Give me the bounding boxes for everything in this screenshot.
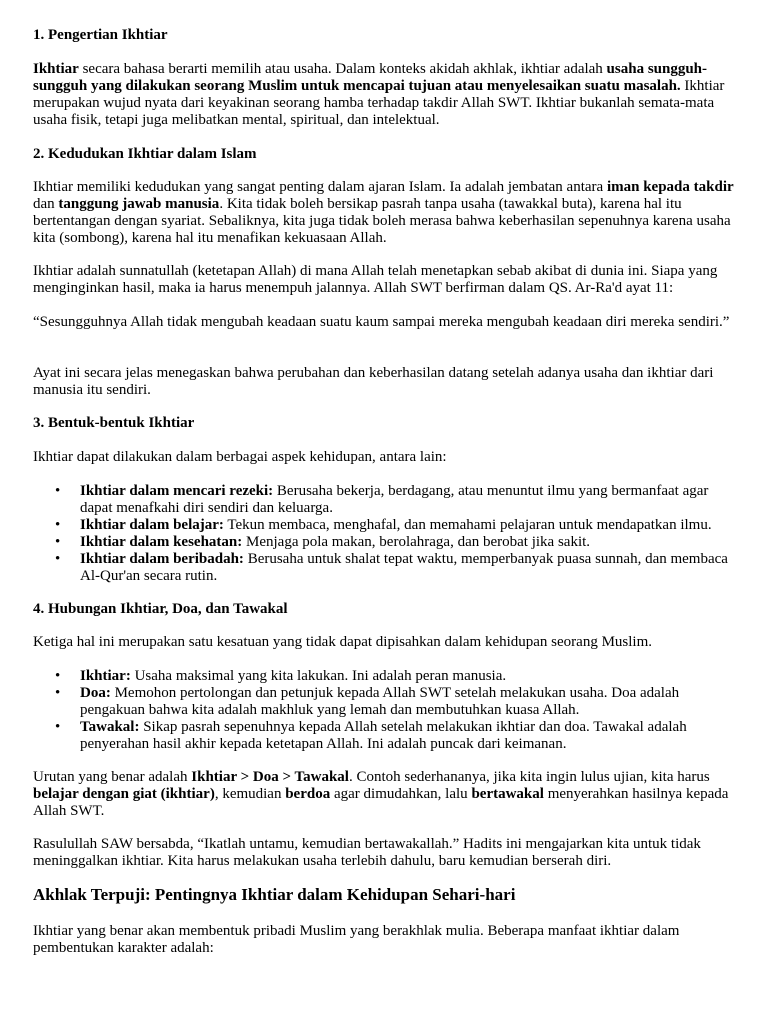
list-item-label: Tawakal: xyxy=(80,719,140,735)
list-item-text: Tekun membaca, menghafal, dan memahami pelajaran untuk mendapatkan ilmu. xyxy=(223,517,712,533)
section-4-intro: Ketiga hal ini merupakan satu kesatuan yang tidak dapat dipisahkan dalam kehidupan seorang Muslim. xyxy=(33,634,652,650)
section-5-paragraph: Ikhtiar yang benar akan membentuk pribadi Muslim yang berakhlak mulia. Beberapa manfaat ikhtiar dalam pembentukan karakter adalah: xyxy=(33,923,680,956)
section-4-list xyxy=(33,668,739,753)
list-item-text: Usaha maksimal yang kita lakukan. Ini adalah peran manusia. xyxy=(130,668,507,684)
bold-text-run: belajar dengan giat (ikhtiar) xyxy=(33,786,215,802)
list-item-label: Ikhtiar dalam kesehatan: xyxy=(80,534,243,550)
text-run: . Contoh sederhananya, jika kita ingin lulus ujian, kita harus xyxy=(348,769,710,785)
section-4-hadith-paragraph: Rasulullah SAW bersabda, “Ikatlah untamu, kemudian bertawakallah.” Hadits ini mengajarkan kita untuk tidak meninggalkan ikhtiar. Kita harus melakukan usaha terlebih dahulu, baru kemudian berserah diri. xyxy=(33,836,701,869)
list-item xyxy=(33,517,739,534)
text-run: Urutan yang benar adalah xyxy=(33,769,192,785)
section-4-order-paragraph xyxy=(33,769,739,820)
section-4-heading: 4. Hubungan Ikhtiar, Doa, dan Tawakal xyxy=(33,601,288,617)
text-run: agar dimudahkan, lalu xyxy=(330,786,472,802)
section-1-heading: 1. Pengertian Ikhtiar xyxy=(33,27,168,43)
list-item-text: Berusaha bekerja, berdagang, atau menuntut ilmu yang bermanfaat agar dapat menafkahi diri sendiri dan keluarga. xyxy=(80,483,709,516)
section-2-paragraph-2: Ikhtiar adalah sunnatullah (ketetapan Allah) di mana Allah telah menetapkan sebab akibat di dunia ini. Siapa yang menginginkan hasil, maka ia harus menempuh jalannya. Allah SWT berfirman dalam QS. Ar-Ra'd ayat 11: xyxy=(33,263,718,296)
list-item xyxy=(33,534,739,551)
bold-text-run: usaha sungguh-sungguh yang dilakukan seorang Muslim untuk mencapai tujuan atau menyelesaikan suatu masalah. xyxy=(33,61,708,94)
list-item xyxy=(33,551,739,585)
text-run: . Kita tidak boleh bersikap pasrah tanpa usaha (tawakkal buta), karena hal itu bertentangan dengan syariat. Sebaliknya, kita juga tidak boleh merasa bahwa keberhasilan sepenuhnya karena usaha kita (sombong), karena hal itu menafikan kekuasaan Allah. xyxy=(33,196,731,246)
section-2-paragraph-1 xyxy=(33,179,739,247)
bold-text-run: Ikhtiar > Doa > Tawakal xyxy=(191,769,349,785)
section-3-intro: Ikhtiar dapat dilakukan dalam berbagai aspek kehidupan, antara lain: xyxy=(33,449,447,465)
bold-text-run: tanggung jawab manusia xyxy=(58,196,220,212)
list-item xyxy=(33,668,739,685)
section-2-heading: 2. Kedudukan Ikhtiar dalam Islam xyxy=(33,146,257,162)
list-item-text: Berusaha untuk shalat tepat waktu, memperbanyak puasa sunnah, dan membaca Al-Qur'an secara rutin. xyxy=(80,551,728,584)
section-5-heading: Akhlak Terpuji: Pentingnya Ikhtiar dalam Kehidupan Sehari-hari xyxy=(33,885,516,904)
list-item-text: Memohon pertolongan dan petunjuk kepada Allah SWT setelah melakukan usaha. Doa adalah pengakuan bahwa kita adalah makhluk yang lemah dan membutuhkan kuasa Allah. xyxy=(80,685,680,718)
section-3-list xyxy=(33,483,739,585)
section-2-paragraph-3: Ayat ini secara jelas menegaskan bahwa perubahan dan keberhasilan datang setelah adanya usaha dan ikhtiar dari manusia itu sendiri. xyxy=(33,365,714,398)
list-item-text: Sikap pasrah sepenuhnya kepada Allah setelah melakukan ikhtiar dan doa. Tawakal adalah penyerahan hasil akhir kepada ketetapan Allah. Ini adalah puncak dari keimanan. xyxy=(80,719,687,752)
text-run: dan xyxy=(33,196,59,212)
list-item-label: Ikhtiar dalam beribadah: xyxy=(80,551,244,567)
bold-text-run: Ikhtiar xyxy=(33,61,79,77)
text-run: menyerahkan hasilnya kepada Allah SWT. xyxy=(33,786,729,819)
list-item xyxy=(33,719,739,753)
text-run: secara bahasa berarti memilih atau usaha. Dalam konteks akidah akhlak, ikhtiar adalah xyxy=(78,61,607,77)
list-item xyxy=(33,483,739,517)
bold-text-run: bertawakal xyxy=(471,786,544,802)
list-item-label: Ikhtiar: xyxy=(80,668,131,684)
list-item-text: Menjaga pola makan, berolahraga, dan berobat jika sakit. xyxy=(242,534,591,550)
list-item xyxy=(33,685,739,719)
text-run: Ikhtiar merupakan wujud nyata dari keyakinan seorang hamba terhadap takdir Allah SWT. Ikhtiar bukanlah semata-mata usaha fisik, tetapi juga melibatkan mental, spiritual, dan intelektual. xyxy=(33,78,725,128)
list-item-label: Doa: xyxy=(80,685,111,701)
bold-text-run: iman kepada takdir xyxy=(606,179,734,195)
list-item-label: Ikhtiar dalam belajar: xyxy=(80,517,224,533)
section-1-paragraph xyxy=(33,61,739,129)
section-2-quote: “Sesungguhnya Allah tidak mengubah keadaan suatu kaum sampai mereka mengubah keadaan diri mereka sendiri.” xyxy=(33,314,730,330)
text-run: Ikhtiar memiliki kedudukan yang sangat penting dalam ajaran Islam. Ia adalah jembatan antara xyxy=(33,179,607,195)
list-item-label: Ikhtiar dalam mencari rezeki: xyxy=(80,483,274,499)
text-run: , kemudian xyxy=(214,786,286,802)
section-3-heading: 3. Bentuk-bentuk Ikhtiar xyxy=(33,415,195,431)
bold-text-run: berdoa xyxy=(285,786,331,802)
